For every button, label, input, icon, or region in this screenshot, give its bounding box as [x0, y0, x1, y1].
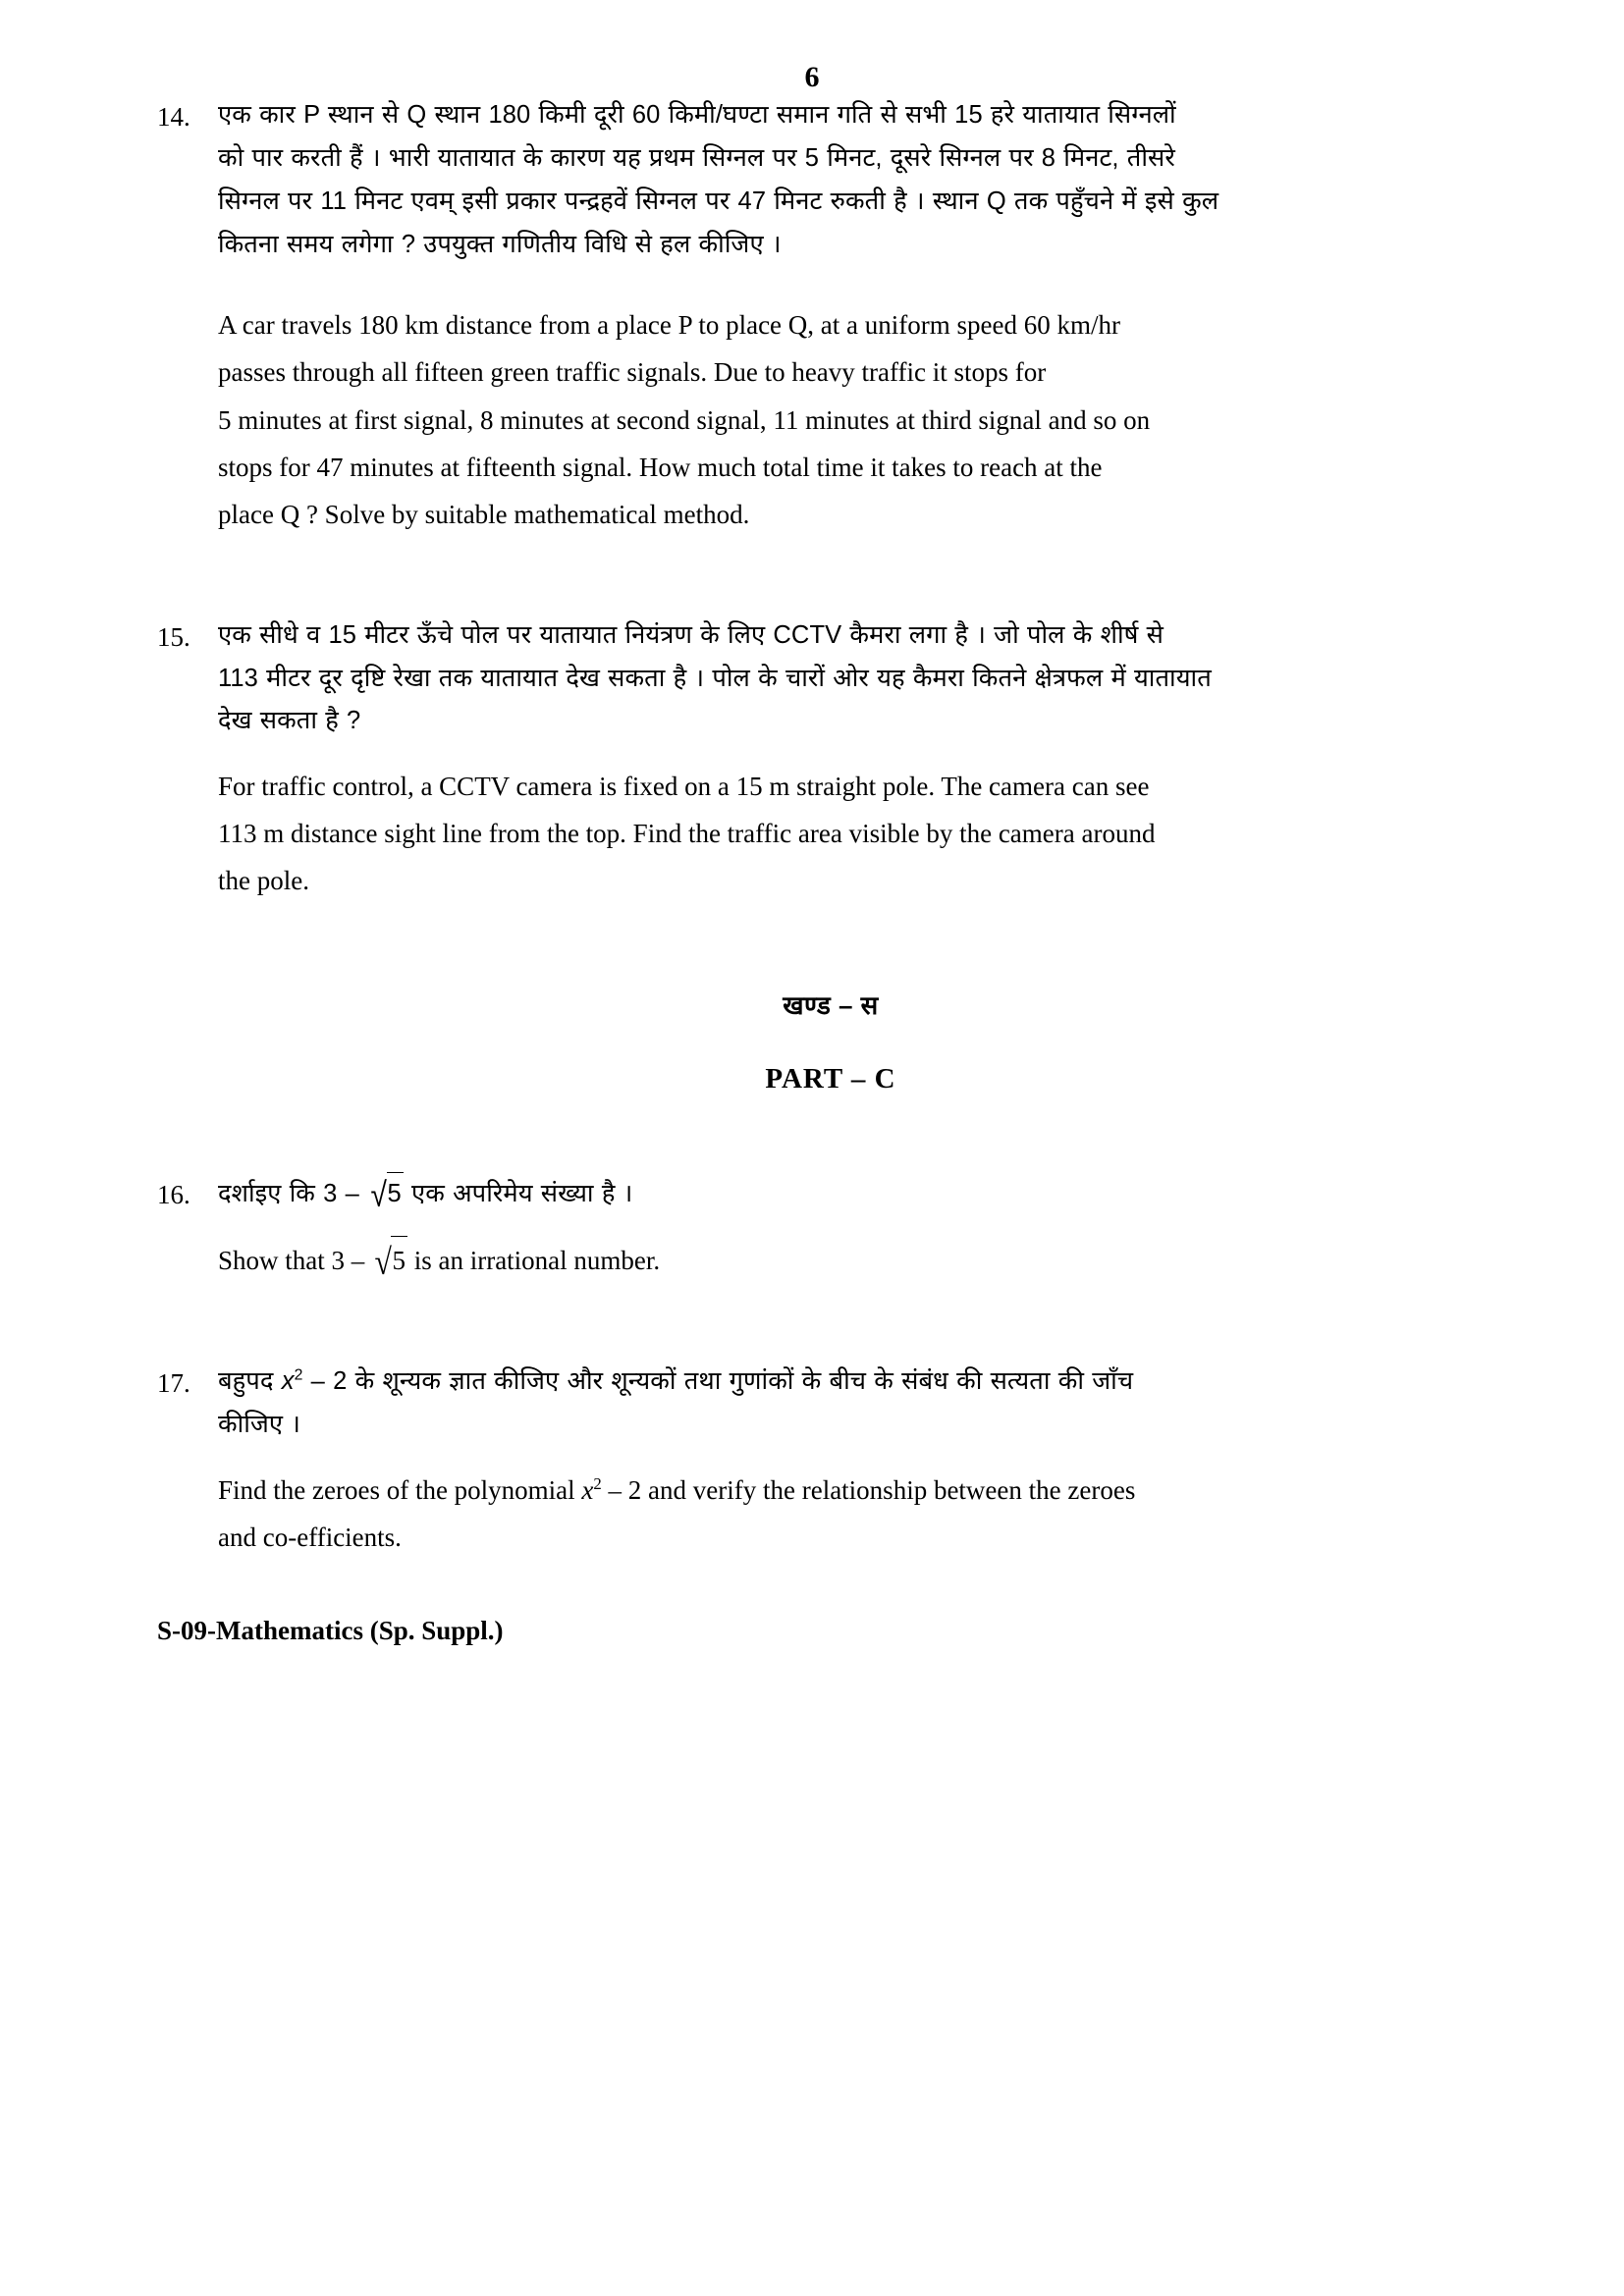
question-17-hindi-line-1	[218, 1361, 1504, 1404]
question-16-body	[218, 1172, 1504, 1284]
question-14-body	[218, 94, 1504, 538]
part-c-heading-english: PART – C	[765, 1063, 896, 1095]
question-16-english-radicand: 5	[391, 1236, 407, 1284]
question-16	[157, 1172, 1504, 1284]
question-14-english-line-5: place Q ? Solve by suitable mathematical method.	[218, 499, 750, 529]
question-16-english-prefix: Show that 3 –	[218, 1246, 372, 1276]
question-17-hindi-exponent: 2	[294, 1366, 303, 1384]
question-16-hindi-radicand: 5	[387, 1172, 404, 1216]
question-14-english-line-3: 5 minutes at first signal, 8 minutes at second signal, 11 minutes at third signal and so on	[218, 404, 1151, 435]
question-15-english-line-3: the pole.	[218, 866, 309, 896]
question-17-hindi-variable: x	[281, 1367, 295, 1396]
part-c-heading-hindi: खण्ड – स	[783, 990, 879, 1021]
page-number: 6	[804, 61, 820, 93]
question-14-english-line-2: passes through all fifteen green traffic signals. Due to heavy traffic it stops for	[218, 357, 1047, 388]
question-14-english-line-4: stops for 47 minutes at fifteenth signal. How much total time it takes to reach at the	[218, 452, 1103, 482]
question-16-english-suffix: is an irrational number.	[406, 1246, 661, 1276]
question-17-english-line-1	[218, 1467, 1504, 1514]
question-15-number: 15.	[157, 621, 190, 652]
question-15-hindi	[218, 614, 1504, 744]
question-16-number: 16.	[157, 1180, 190, 1210]
question-17-english-variable: x	[581, 1475, 594, 1506]
question-14-hindi-line-3: सिग्नल पर 11 मिनट एवम् इसी प्रकार पन्द्रहवें सिग्नल पर 47 मिनट रुकती है । स्थान Q तक पहुँचने में इसे कुल	[218, 187, 1219, 215]
question-14-english-line-1: A car travels 180 km distance from a place P to place Q, at a uniform speed 60 km/hr	[218, 310, 1120, 341]
question-15-english-line-1: For traffic control, a CCTV camera is fixed on a 15 m straight pole. The camera can see	[218, 772, 1150, 802]
question-15-body	[218, 614, 1504, 905]
question-15	[157, 614, 1504, 905]
question-16-hindi-suffix: एक अपरिमेय संख्या है ।	[403, 1180, 633, 1208]
question-15-hindi-line-3: देख सकता है ?	[218, 707, 361, 735]
question-15-english-line-2: 113 m distance sight line from the top. Find the traffic area visible by the camera around	[218, 819, 1156, 849]
question-16-hindi	[218, 1172, 1504, 1216]
question-15-hindi-line-1: एक सीधे व 15 मीटर ऊँचे पोल पर यातायात नियंत्रण के लिए CCTV कैमरा लगा है । जो पोल के शीर्ष से	[218, 620, 1164, 649]
question-14-hindi-line-1: एक कार P स्थान से Q स्थान 180 किमी दूरी 60 किमी/घण्टा समान गति से सभी 15 हरे यातायात सिग्नलों	[218, 101, 1176, 129]
question-17-english-rest: – 2 and verify the relationship between the zeroes	[601, 1475, 1136, 1506]
question-17-body	[218, 1361, 1504, 1561]
question-17-english	[218, 1467, 1504, 1561]
question-16-hindi-prefix: दर्शाइए कि 3 –	[218, 1180, 368, 1208]
question-17-number: 17.	[157, 1368, 190, 1399]
question-17-hindi	[218, 1361, 1504, 1447]
page-content	[120, 94, 1504, 1646]
question-14-hindi-line-2: को पार करती हैं । भारी यातायात के कारण यह प्रथम सिग्नल पर 5 मिनट, दूसरे सिग्नल पर 8 मिनट, तीसरे	[218, 143, 1175, 172]
question-16-english	[218, 1236, 1504, 1284]
question-15-english	[218, 763, 1504, 904]
question-17-english-line-2: and co-efficients.	[218, 1522, 402, 1553]
question-14-english	[218, 301, 1504, 537]
question-17-hindi-rest: – 2 के शून्यक ज्ञात कीजिए और शून्यकों तथा गुणांकों के बीच के संबंध की सत्यता की जाँच	[302, 1367, 1134, 1396]
part-c-heading	[157, 987, 1504, 1095]
radical-icon: √	[370, 1176, 388, 1215]
question-15-hindi-line-2: 113 मीटर दूर दृष्टि रेखा तक यातायात देख सकता है । पोल के चारों ओर यह कैमरा कितने क्षेत्रफल में यातायात	[218, 664, 1212, 692]
question-17	[157, 1361, 1504, 1561]
question-14-number: 14.	[157, 102, 190, 132]
sqrt-symbol-hindi-16	[367, 1172, 404, 1216]
question-14-hindi-line-4: कितना समय लगेगा ? उपयुक्त गणितीय विधि से हल कीजिए ।	[218, 230, 782, 258]
sqrt-symbol-english-16	[371, 1236, 407, 1284]
question-14-hindi	[218, 94, 1504, 266]
question-17-hindi-prefix: बहुपद	[218, 1367, 282, 1396]
radical-icon: √	[374, 1243, 392, 1284]
question-17-english-prefix: Find the zeroes of the polynomial	[218, 1475, 582, 1506]
question-17-english-exponent: 2	[593, 1474, 602, 1494]
question-14	[157, 94, 1504, 538]
question-17-hindi-line-2: कीजिए ।	[218, 1411, 301, 1439]
paper-code-footer: S-09-Mathematics (Sp. Suppl.)	[157, 1616, 504, 1646]
